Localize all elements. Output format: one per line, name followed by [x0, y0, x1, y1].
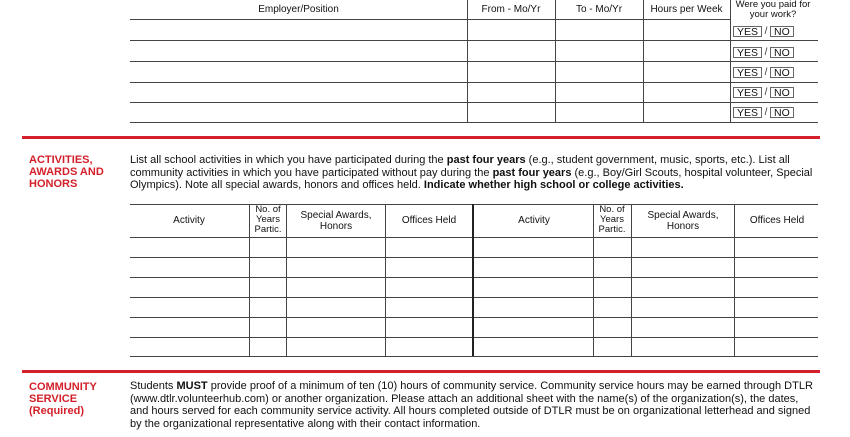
- row-line: [130, 40, 818, 41]
- header-years: No. of Years Partic.: [598, 204, 626, 235]
- header-awards: Special Awards, Honors: [300, 210, 372, 232]
- row-line: [130, 82, 818, 83]
- header-awards: Special Awards, Honors: [647, 210, 719, 232]
- header-activity: Activity: [518, 215, 550, 226]
- row-line: [130, 122, 818, 123]
- yes-checkbox[interactable]: YES: [733, 26, 762, 37]
- text: (e.g., student government, music, sports, etc.). List all: [525, 154, 790, 166]
- row-line: [130, 204, 818, 205]
- yes-checkbox[interactable]: YES: [733, 107, 762, 118]
- paid-choice: [733, 46, 794, 59]
- label-line: SERVICE: [29, 393, 78, 405]
- header-employer: Employer/Position: [258, 4, 339, 15]
- divider: [631, 204, 632, 356]
- text: Olympics). Note all special awards, honors and offices held.: [130, 179, 424, 191]
- separator: /: [764, 47, 768, 58]
- divider: [249, 204, 250, 356]
- row-line: [130, 61, 818, 62]
- text: provide proof of a minimum of ten (10) hours of community service. Community service hours may be earned through DTLR: [207, 380, 813, 392]
- no-checkbox[interactable]: NO: [770, 67, 794, 78]
- text: and hours served for each community service activity. All hours completed outside of DTLR must be on organizational letterhead and signed: [130, 405, 811, 417]
- section-divider: [22, 136, 820, 139]
- paid-choice: [733, 86, 794, 99]
- employer-input[interactable]: [132, 104, 465, 121]
- row-line: [130, 237, 818, 238]
- text: List all school activities in which you have participated during the: [130, 154, 447, 166]
- text: community activities in which you have participated without pay during the: [130, 166, 493, 179]
- no-checkbox[interactable]: NO: [770, 107, 794, 118]
- row-line: [130, 257, 818, 258]
- community-label: [29, 381, 124, 417]
- divider: [385, 204, 386, 356]
- header-years: No. of Years Partic.: [254, 204, 282, 235]
- label-line: COMMUNITY: [29, 381, 97, 393]
- emphasis: past four years: [492, 166, 572, 179]
- row-line: [130, 317, 818, 318]
- row-line: [130, 337, 818, 338]
- yes-checkbox[interactable]: YES: [733, 47, 762, 58]
- header-hours: Hours per Week: [650, 4, 723, 15]
- emphasis: MUST: [176, 380, 208, 392]
- row-line: [130, 19, 730, 20]
- paid-choice: [733, 66, 794, 79]
- paid-choice: [733, 106, 794, 119]
- emphasis: Indicate whether high school or college activities.: [423, 179, 684, 191]
- emphasis: past four years: [446, 154, 526, 166]
- paid-choice: [733, 25, 794, 38]
- yes-checkbox[interactable]: YES: [733, 67, 762, 78]
- activities-label: ACTIVITIES, AWARDS AND HONORS: [29, 154, 104, 190]
- row-line: [130, 102, 818, 103]
- separator: /: [764, 87, 768, 98]
- header-paid: Were you paid for your work?: [735, 0, 811, 20]
- section-divider: [22, 370, 820, 373]
- no-checkbox[interactable]: NO: [770, 47, 794, 58]
- header-offices: Offices Held: [749, 215, 805, 226]
- row-line: [130, 277, 818, 278]
- header-activity: Activity: [173, 215, 205, 226]
- divider: [734, 204, 735, 356]
- employer-input[interactable]: [132, 21, 465, 39]
- no-checkbox[interactable]: NO: [770, 26, 794, 37]
- row-line: [130, 356, 818, 357]
- text: (www.dtlr.volunteerhub.com) or another organization. Please attach an additional sheet with the name(s) of the organization(s), the dates,: [130, 392, 799, 405]
- separator: /: [764, 107, 768, 118]
- divider: [286, 204, 287, 356]
- separator: /: [764, 26, 768, 37]
- header-from: From - Mo/Yr: [481, 4, 541, 15]
- center-divider: [472, 204, 474, 356]
- employer-input[interactable]: [132, 63, 465, 81]
- yes-checkbox[interactable]: YES: [733, 87, 762, 98]
- divider: [593, 204, 594, 356]
- activities-instructions: [130, 154, 830, 192]
- separator: /: [764, 67, 768, 78]
- text: by the organizational representative along with their contact information.: [130, 417, 481, 430]
- label-line: (Required): [29, 405, 84, 417]
- community-instructions: [130, 380, 842, 430]
- row-line: [130, 297, 818, 298]
- no-checkbox[interactable]: NO: [770, 87, 794, 98]
- employer-input[interactable]: [132, 84, 465, 101]
- text: (e.g., Boy/Girl Scouts, hospital volunteer, Special: [571, 166, 813, 179]
- header-to: To - Mo/Yr: [575, 4, 623, 15]
- header-offices: Offices Held: [401, 215, 457, 226]
- text: Students: [130, 380, 177, 392]
- employer-input[interactable]: [132, 42, 465, 60]
